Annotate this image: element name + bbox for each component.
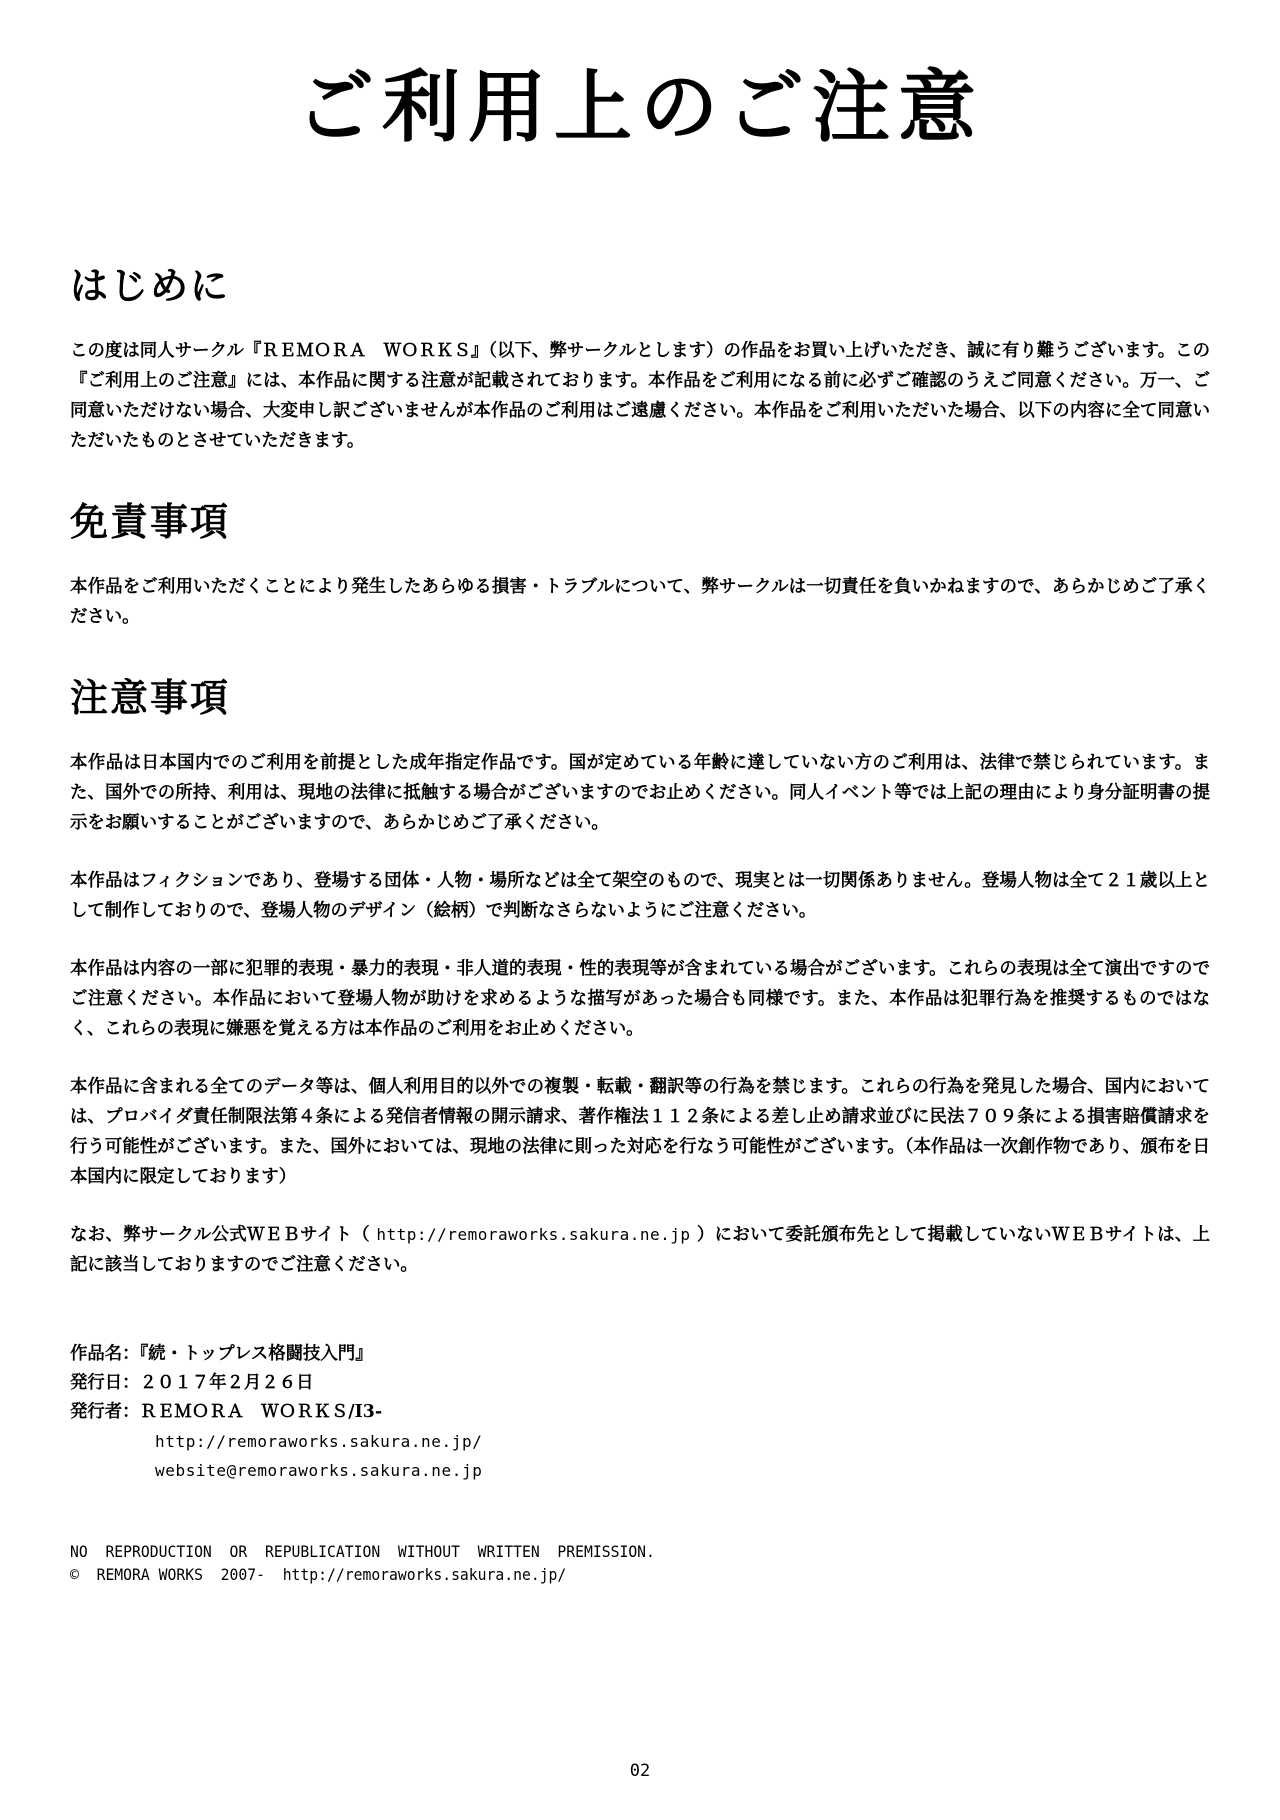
- copyright-line: © REMORA WORKS 2007- http://remoraworks.sakura.ne.jp/: [70, 1565, 567, 1584]
- precaution-paragraph-age: 本作品は日本国内でのご利用を前提とした成年指定作品です。国が定めている年齢に達していない方のご利用は、法律で禁じられています。また、国外での所持、利用は、現地の法律に抵触する場合がございますのでお止めください。同人イベント等では上記の理由により身分証明書の提示をお願いすることがございますので、あらかじめご了承ください。: [70, 753, 1210, 833]
- publish-date-line: 発行日：２０１７年２月２６日: [70, 1373, 314, 1393]
- web-note-after: ）において委託頒布先として掲載していないＷＥＢサイトは、上記に該当しておりますのでご注意ください。: [70, 1225, 1210, 1275]
- publisher-line: 発行者：ＲＥＭＯＲＡ ＷＯＲＫＳ/I3-: [70, 1402, 383, 1422]
- official-site-link[interactable]: http://remoraworks.sakura.ne.jp: [376, 1225, 691, 1244]
- section-precautions: [70, 674, 1210, 1280]
- page-title: ご利用上のご注意: [295, 62, 984, 153]
- notice-content: [70, 262, 1210, 1322]
- section-disclaimer: [70, 498, 1210, 632]
- disclaimer-paragraph: 本作品をご利用いただくことにより発生したあらゆる損害・トラブルについて、弊サークルは一切責任を負いかねますので、あらかじめご了承ください。: [70, 577, 1210, 627]
- publication-info: [70, 1340, 1210, 1485]
- precaution-paragraph-fiction: 本作品はフィクションであり、登場する団体・人物・場所などは全て架空のもので、現実とは一切関係ありません。登場人物は全て２１歳以上として制作しておりので、登場人物のデザイン（絵柄）で判断なさらないようにご注意ください。: [70, 871, 1210, 921]
- no-reproduction-notice: NO REPRODUCTION OR REPUBLICATION WITHOUT WRITTEN PREMISSION.: [70, 1542, 655, 1561]
- publisher-email-link[interactable]: website@remoraworks.sakura.ne.jp: [155, 1461, 483, 1480]
- copyright-footer: [70, 1540, 1210, 1586]
- section-heading-introduction: はじめに: [70, 263, 231, 308]
- section-heading-disclaimer: 免責事項: [70, 499, 231, 544]
- publisher-website-link[interactable]: http://remoraworks.sakura.ne.jp/: [155, 1432, 483, 1451]
- precaution-paragraph-content: 本作品は内容の一部に犯罪的表現・暴力的表現・非人道的表現・性的表現等が含まれている場合がございます。これらの表現は全て演出ですのでご注意ください。本作品において登場人物が助けを求めるような描写があった場合も同様です。また、本作品は犯罪行為を推奨するものではなく、これらの表現に嫌悪を覚える方は本作品のご利用をお止めください。: [70, 959, 1210, 1039]
- web-note-before: なお、弊サークル公式ＷＥＢサイト（: [70, 1225, 377, 1245]
- work-title-line: 作品名：『続・トップレス格闘技入門』: [70, 1344, 373, 1364]
- section-introduction: [70, 262, 1210, 456]
- precaution-paragraph-web: [70, 1220, 1210, 1280]
- introduction-paragraph: この度は同人サークル『ＲＥＭＯＲＡ ＷＯＲＫＳ』（以下、弊サークルとします）の作品をお買い上げいただき、誠に有り難うございます。この『ご利用上のご注意』には、本作品に関する注意が記載されております。本作品をご利用になる前に必ずご確認のうえご同意ください。万一、ご同意いただけない場合、大変申し訳ございませんが本作品のご利用はご遠慮ください。本作品をご利用いただいた場合、以下の内容に全て同意いただいたものとさせていただきます。: [70, 341, 1210, 451]
- page-number: 02: [629, 1761, 651, 1781]
- section-heading-precautions: 注意事項: [70, 675, 231, 720]
- precaution-paragraph-copyright: 本作品に含まれる全てのデータ等は、個人利用目的以外での複製・転載・翻訳等の行為を禁じます。これらの行為を発見した場合、国内においては、プロバイダ責任制限法第４条による発信者情報の開示請求、著作権法１１２条による差し止め請求並びに民法７０９条による損害賠償請求を行う可能性がございます。また、国外においては、現地の法律に則った対応を行なう可能性がございます。（本作品は一次創作物であり、頒布を日本国内に限定しております）: [70, 1077, 1210, 1187]
